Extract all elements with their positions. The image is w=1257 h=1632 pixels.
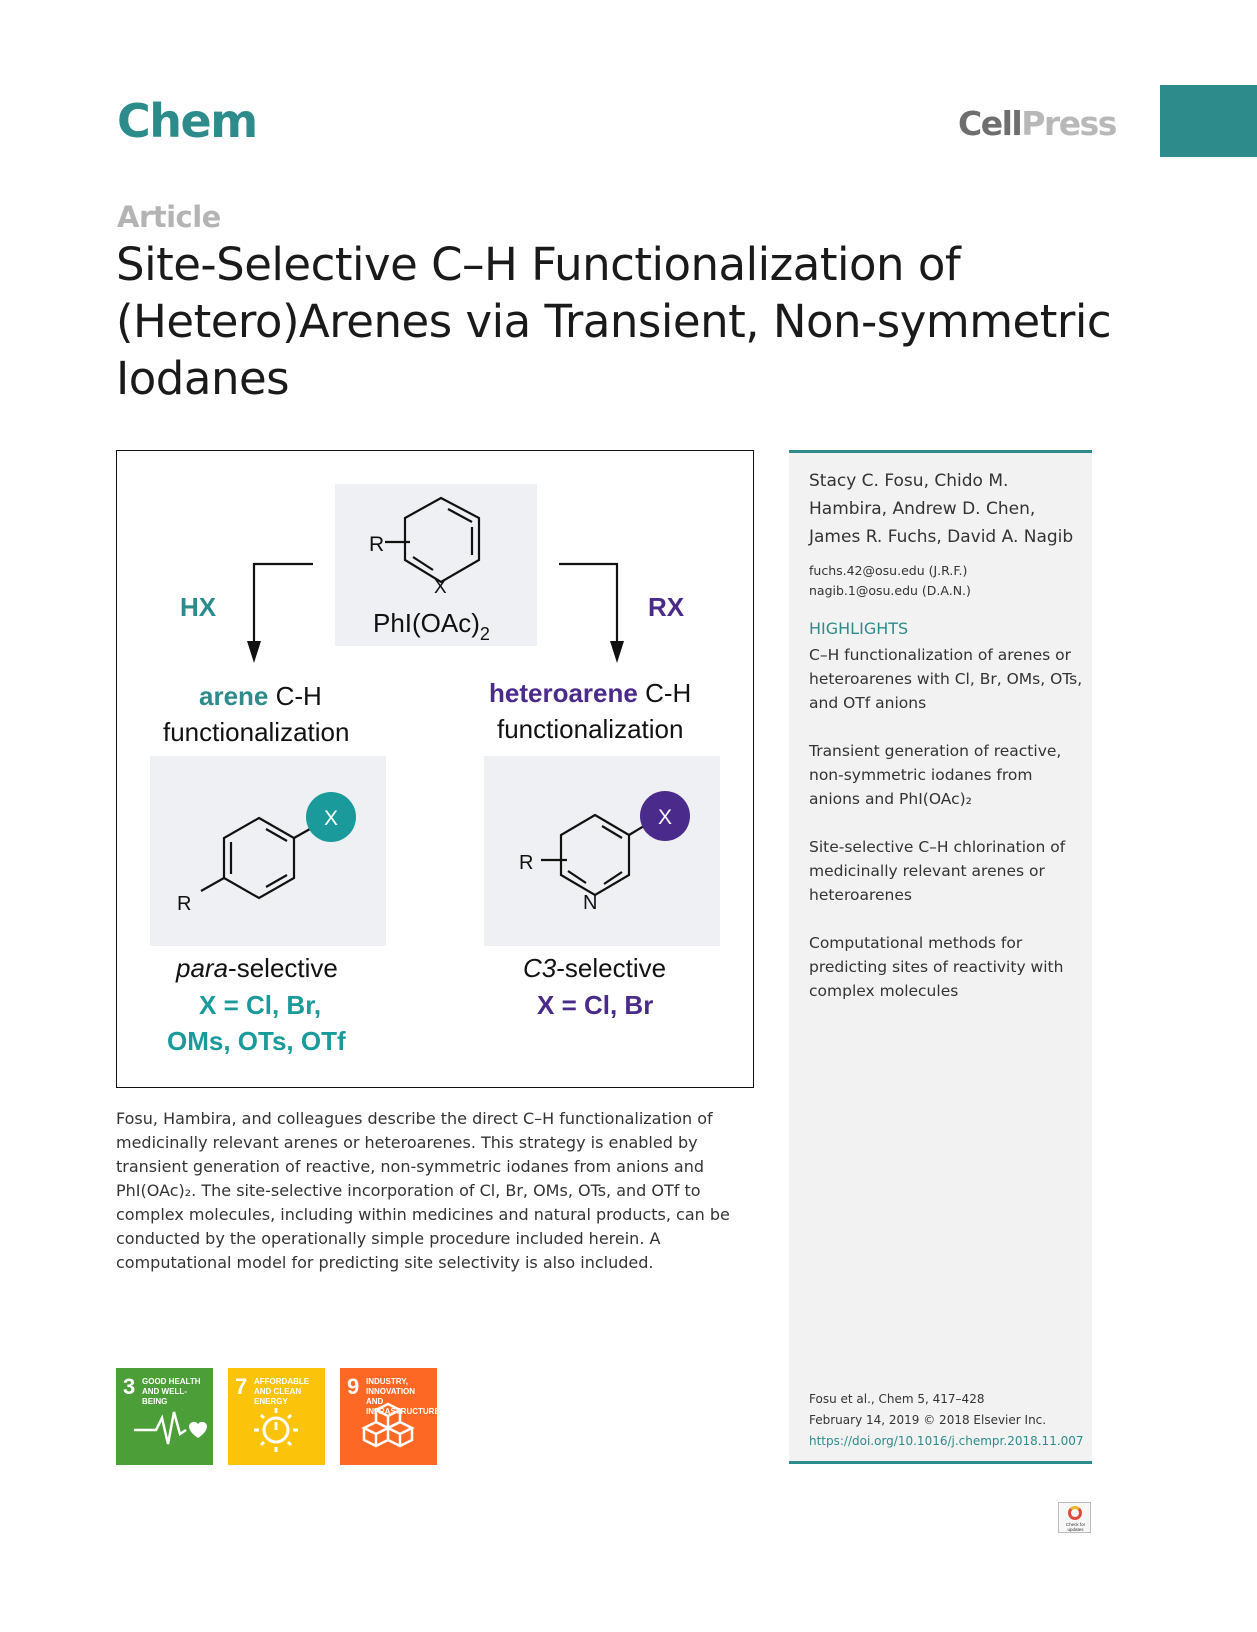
right-acid-label: RX (648, 592, 685, 622)
doi-link[interactable]: https://doi.org/10.1016/j.chempr.2018.11.007 (809, 1434, 1084, 1448)
reagent-r-label: R (369, 533, 385, 556)
right-product-panel (484, 756, 720, 946)
left-pathway-label: arene C-H (199, 681, 322, 711)
right-selectivity: C3-selective (523, 953, 667, 983)
citation-date: February 14, 2019 © 2018 Elsevier Inc. (809, 1413, 1047, 1427)
summary-paragraph: Fosu, Hambira, and colleagues describe the direct C–H functionalization of medicinally relevant arenes or heteroarenes. This strategy is enabled by transient generation of reactive, non-symmetric iodanes from anions and PhI(OAc)₂. The site-selective incorporation of Cl, Br, OMs, OTs, and OTf to complex molecules, including within medicines and natural products, can be conducted by the operationally simple procedure included herein. A computational model for predicting site selectivity is also included. (116, 1109, 730, 1272)
highlight-item: Transient generation of reactive, non-symmetric iodanes from anions and PhI(OAc)₂ (809, 742, 1062, 808)
right-arrow (559, 564, 617, 649)
right-scope: X = Cl, Br (537, 990, 654, 1020)
right-arrow-head (610, 641, 624, 663)
publisher-logo: CellPress (958, 104, 1116, 143)
highlights-list (809, 643, 1084, 1027)
graphical-abstract (116, 450, 754, 1088)
article-title: Site-Selective C–H Functionalization of (Hetero)Arenes via Transient, Non-symmetric Iodanes (116, 238, 1112, 405)
right-x-label: X (657, 806, 673, 829)
sdg-badge-9[interactable]: 9 INDUSTRY, INNOVATION AND INFRASTRUCTURE (340, 1368, 437, 1465)
highlight-item: Site-selective C–H chlorination of medicinally relevant arenes or heteroarenes (809, 838, 1066, 904)
cubes-icon (340, 1368, 437, 1465)
right-r-label: R (519, 852, 534, 874)
left-product-panel (150, 756, 386, 946)
left-scope-1: X = Cl, Br, (199, 990, 322, 1020)
updates-icon (1068, 1506, 1082, 1520)
citation-journal: Fosu et al., Chem 5, 417–428 (809, 1392, 985, 1406)
citation (809, 1389, 1084, 1452)
left-acid-label: HX (180, 592, 217, 622)
email-link[interactable]: nagib.1@osu.edu (D.A.N.) (809, 583, 971, 598)
left-selectivity: para-selective (176, 953, 338, 983)
left-x-label: X (323, 807, 339, 830)
author-list: Stacy C. Fosu, Chido M. Hambira, Andrew D. Chen, James R. Fuchs, David A. Nagib (809, 471, 1074, 547)
reagent-name: $PhI(OAc)_2$ (373, 608, 490, 644)
email-link[interactable]: fuchs.42@osu.edu (J.R.F.) (809, 563, 968, 578)
left-arrow-head (247, 641, 261, 663)
sdg-badge-7[interactable]: 7 AFFORDABLE AND CLEAN ENERGY (228, 1368, 325, 1465)
right-pathway-sub: functionalization (497, 714, 684, 744)
article-sidebar (789, 450, 1092, 1464)
left-pathway-sub: functionalization (163, 717, 350, 747)
left-scope-2: OMs, OTs, OTf (167, 1026, 346, 1056)
pyridine-n-label: N (583, 892, 598, 914)
check-for-updates-badge[interactable]: Check for updates (1058, 1502, 1091, 1533)
left-r-label: R (177, 893, 192, 915)
highlight-item: C–H functionalization of arenes or heteroarenes with Cl, Br, OMs, OTs, and OTf anions (809, 646, 1083, 712)
sdg-badge-3[interactable]: 3 GOOD HEALTH AND WELL-BEING (116, 1368, 213, 1465)
correspondence (809, 561, 971, 601)
journal-color-tab (1160, 85, 1257, 157)
heartbeat-icon (116, 1368, 213, 1465)
left-arrow (254, 564, 313, 649)
journal-logo: Chem (117, 94, 257, 148)
highlight-item: Computational methods for predicting sites of reactivity with complex molecules (809, 934, 1064, 1000)
right-pathway-label: heteroarene C-H (489, 678, 692, 708)
sun-power-icon (228, 1368, 325, 1465)
reagent-x-label: X (434, 577, 447, 598)
article-type: Article (117, 200, 221, 234)
highlights-heading: HIGHLIGHTS (809, 619, 909, 638)
